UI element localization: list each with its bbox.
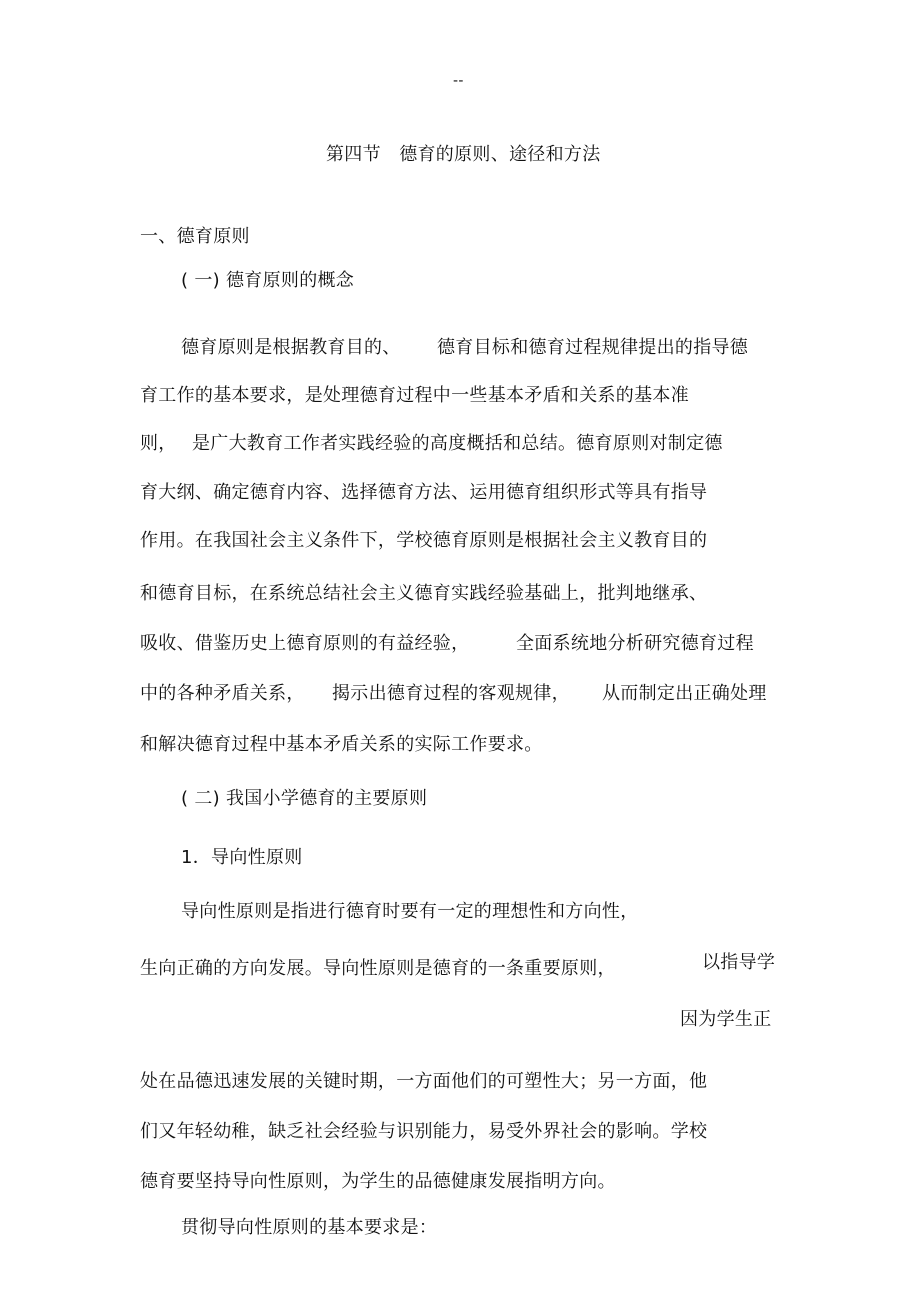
para3-line1: 贯彻导向性原则的基本要求是： bbox=[181, 1217, 438, 1238]
para1-line9: 和解决德育过程中基本矛盾关系的实际工作要求。 bbox=[140, 734, 543, 755]
para2-line3: 处在品德迅速发展的关键时期，一方面他们的可塑性大；另一方面，他 bbox=[140, 1071, 708, 1092]
para1-line5: 作用。在我国社会主义条件下，学校德育原则是根据社会主义教育目的 bbox=[140, 530, 708, 551]
para2-line1b: 以指导学 bbox=[702, 952, 776, 973]
para1-line1a: 德育原则是根据教育目的、 bbox=[181, 337, 401, 358]
subsection-heading-1: ( 一) 德育原则的概念 bbox=[181, 270, 355, 291]
para1-line7b: 全面系统地分析研究德育过程 bbox=[516, 633, 754, 654]
para1-line1b: 德育目标和德育过程规律提出的指导德 bbox=[437, 337, 749, 358]
para1-line2: 育工作的基本要求，是处理德育过程中一些基本矛盾和关系的基本准 bbox=[140, 385, 689, 406]
para1-line3a: 则， bbox=[140, 433, 177, 454]
para2-line1: 导向性原则是指进行德育时要有一定的理想性和方向性， bbox=[181, 901, 639, 922]
para2-line2b: 因为学生正 bbox=[680, 1009, 772, 1030]
para1-line8b: 揭示出德育过程的客观规律， bbox=[332, 683, 570, 704]
para1-line7a: 吸收、借鉴历史上德育原则的有益经验， bbox=[140, 633, 470, 654]
para2-line4: 们又年轻幼稚，缺乏社会经验与识别能力，易受外界社会的影响。学校 bbox=[140, 1121, 708, 1142]
subsection-heading-2: ( 二) 我国小学德育的主要原则 bbox=[181, 788, 428, 809]
para1-line6: 和德育目标，在系统总结社会主义德育实践经验基础上，批判地继承、 bbox=[140, 583, 708, 604]
item-heading-1: 1．导向性原则 bbox=[181, 847, 303, 868]
section-title: 第四节 德育的原则、途径和方法 bbox=[326, 144, 601, 165]
para1-line8c: 从而制定出正确处理 bbox=[602, 683, 767, 704]
page-header-mark: -- bbox=[453, 73, 464, 89]
section-heading-1: 一、德育原则 bbox=[140, 226, 250, 247]
para2-line2: 生向正确的方向发展。导向性原则是德育的一条重要原则， bbox=[140, 958, 616, 979]
para1-line3b: 是广大教育工作者实践经验的高度概括和总结。德育原则对制定德 bbox=[192, 433, 723, 454]
para1-line4: 育大纲、确定德育内容、选择德育方法、运用德育组织形式等具有指导 bbox=[140, 482, 708, 503]
para1-line8a: 中的各种矛盾关系， bbox=[140, 683, 305, 704]
para2-line5: 德育要坚持导向性原则，为学生的品德健康发展指明方向。 bbox=[140, 1171, 616, 1192]
